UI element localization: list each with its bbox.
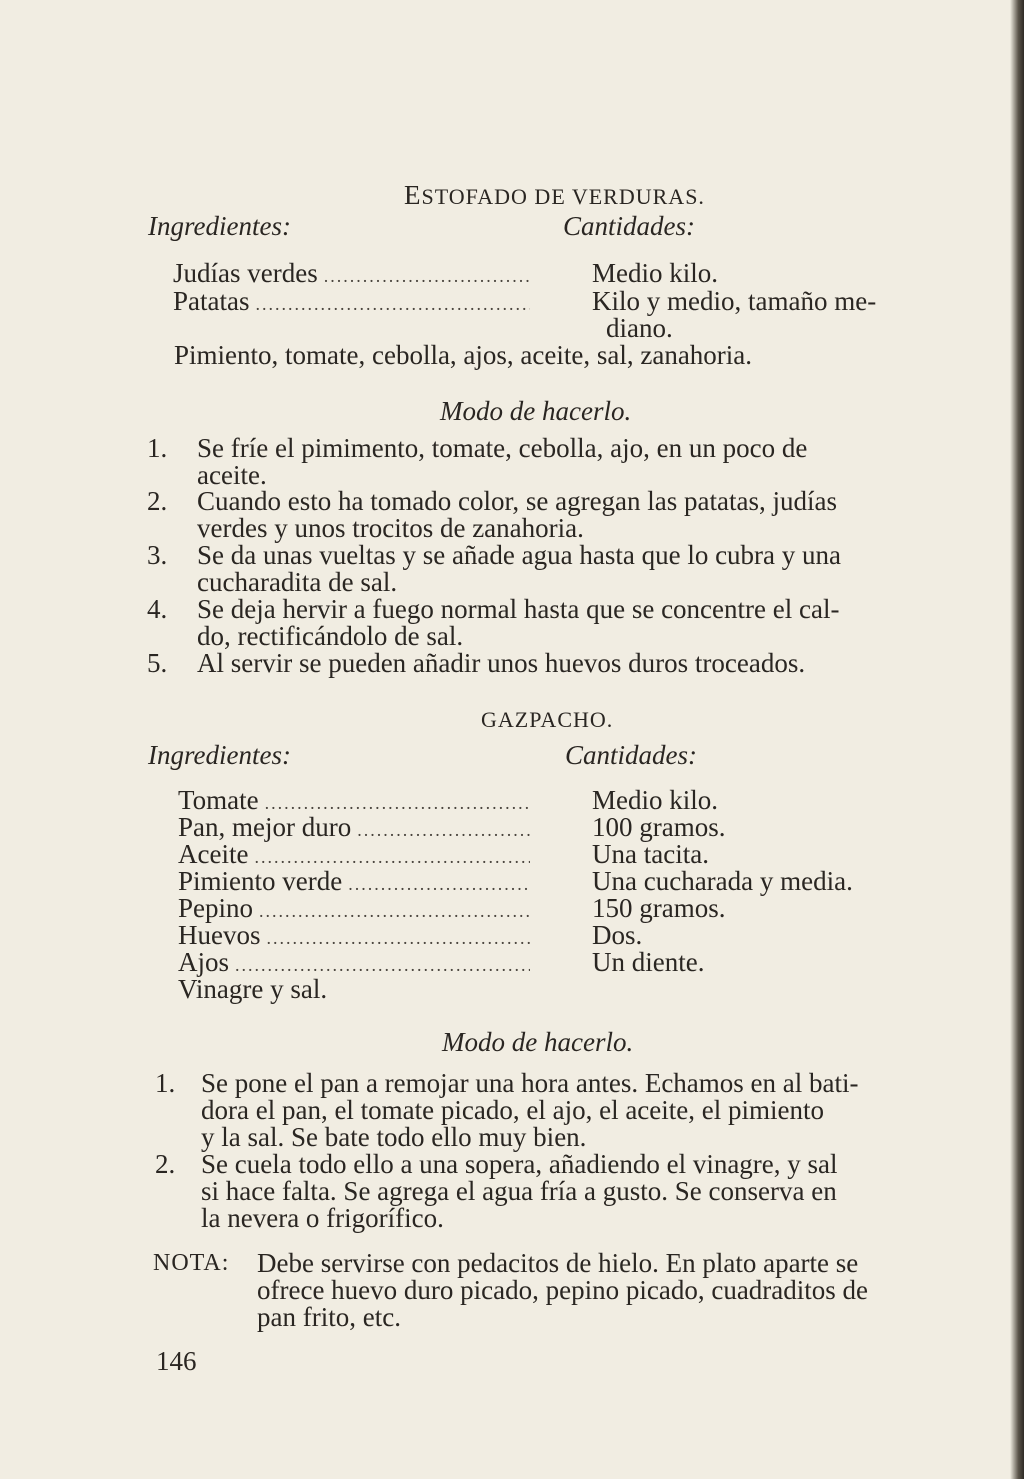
recipe2-method-header: Modo de hacerlo. bbox=[442, 1027, 634, 1057]
step-line: Cuando esto ha tomado color, se agregan las patatas, judías bbox=[197, 486, 837, 516]
ingredient-quantity: 100 gramos. bbox=[592, 812, 726, 842]
leader-dots bbox=[259, 898, 530, 925]
page-edge-shadow bbox=[1010, 0, 1024, 1479]
step-line: dora el pan, el tomate picado, el ajo, el aceite, el pimiento bbox=[201, 1095, 824, 1125]
step-line: Se fríe el pimimento, tomate, cebolla, ajo, en un poco de bbox=[197, 433, 808, 463]
ingredient-quantity: Dos. bbox=[592, 920, 643, 950]
step-line: aceite. bbox=[197, 460, 267, 490]
ingredient-quantity: Medio kilo. bbox=[592, 258, 718, 288]
recipe2-step bbox=[155, 1151, 975, 1232]
step-number: 1. bbox=[155, 1068, 176, 1098]
note-block bbox=[153, 1250, 973, 1331]
leader-dots bbox=[357, 817, 530, 844]
recipe1-step bbox=[147, 596, 967, 650]
page-number: 146 bbox=[156, 1346, 197, 1376]
recipe2-step bbox=[155, 1070, 975, 1151]
ingredient-name: Huevos bbox=[178, 920, 261, 950]
ingredient-name: Patatas bbox=[173, 286, 250, 316]
note-line: Debe servirse con pedacitos de hielo. En plato aparte se bbox=[257, 1248, 859, 1278]
recipe1-step bbox=[147, 650, 967, 677]
leader-dots bbox=[324, 263, 530, 290]
step-number: 3. bbox=[147, 540, 168, 570]
step-number: 5. bbox=[147, 648, 168, 678]
step-line: Se cuela todo ello a una sopera, añadiendo el vinagre, y sal bbox=[201, 1149, 838, 1179]
step-line: cucharadita de sal. bbox=[197, 567, 398, 597]
step-line: Se da unas vueltas y se añade agua hasta que lo cubra y una bbox=[197, 540, 842, 570]
step-line: si hace falta. Se agrega el agua fría a gusto. Se conserva en bbox=[201, 1176, 837, 1206]
ingredient-name: Pepino bbox=[178, 893, 254, 923]
ingredient-name: Judías verdes bbox=[173, 258, 318, 288]
leader-dots bbox=[348, 871, 530, 898]
step-number: 2. bbox=[155, 1149, 176, 1179]
step-line: Al servir se pueden añadir unos huevos duros troceados. bbox=[197, 648, 806, 678]
ingredient-name: Ajos bbox=[178, 947, 230, 977]
step-line: Se pone el pan a remojar una hora antes. Echamos en al bati- bbox=[201, 1068, 859, 1098]
recipe2-ingredient-row bbox=[178, 922, 530, 952]
note-label: NOTA: bbox=[153, 1250, 230, 1276]
step-number: 2. bbox=[147, 486, 168, 516]
step-line: do, rectificándolo de sal. bbox=[197, 621, 464, 651]
leader-dots bbox=[255, 291, 530, 318]
step-line: y la sal. Se bate todo ello muy bien. bbox=[201, 1122, 587, 1152]
recipe1-method-header: Modo de hacerlo. bbox=[440, 396, 632, 426]
step-line: Se deja hervir a fuego normal hasta que se concentre el cal- bbox=[197, 594, 840, 624]
step-line: verdes y unos trocitos de zanahoria. bbox=[197, 513, 584, 543]
recipe2-title: GAZPACHO. bbox=[481, 707, 614, 732]
ingredient-quantity: Kilo y medio, tamaño me- bbox=[592, 286, 877, 316]
recipe1-quantities-header: Cantidades: bbox=[563, 211, 695, 241]
recipe2-last-ingredient: Vinagre y sal. bbox=[178, 974, 328, 1004]
recipe1-ingredient-row bbox=[173, 288, 530, 318]
step-line: la nevera o frigorífico. bbox=[201, 1203, 444, 1233]
ingredient-name: Aceite bbox=[178, 839, 249, 869]
leader-dots bbox=[267, 925, 531, 952]
recipe1-title: ESTOFADO DE VERDURAS. bbox=[404, 180, 705, 210]
recipe2-quantities-header: Cantidades: bbox=[565, 740, 697, 770]
ingredient-quantity: Un diente. bbox=[592, 947, 705, 977]
recipe1-step bbox=[147, 435, 967, 489]
ingredient-quantity: Una cucharada y media. bbox=[592, 866, 853, 896]
ingredient-name: Tomate bbox=[178, 785, 259, 815]
recipe1-step bbox=[147, 542, 967, 596]
note-line: ofrece huevo duro picado, pepino picado, cuadraditos de bbox=[257, 1275, 869, 1305]
ingredient-name: Pimiento verde bbox=[178, 866, 343, 896]
ingredient-quantity: Medio kilo. bbox=[592, 785, 718, 815]
recipe1-extra-ingredients: Pimiento, tomate, cebolla, ajos, aceite, sal, zanahoria. bbox=[174, 340, 753, 370]
ingredient-quantity-continuation: diano. bbox=[606, 313, 673, 343]
recipe1-step bbox=[147, 488, 967, 542]
ingredient-name: Pan, mejor duro bbox=[178, 812, 352, 842]
recipe1-ingredients-header: Ingredientes: bbox=[148, 211, 291, 241]
ingredient-quantity: 150 gramos. bbox=[592, 893, 726, 923]
note-line: pan frito, etc. bbox=[257, 1302, 401, 1332]
recipe2-ingredients-header: Ingredientes: bbox=[148, 740, 291, 770]
ingredient-quantity: Una tacita. bbox=[592, 839, 709, 869]
step-number: 4. bbox=[147, 594, 168, 624]
step-number: 1. bbox=[147, 433, 168, 463]
